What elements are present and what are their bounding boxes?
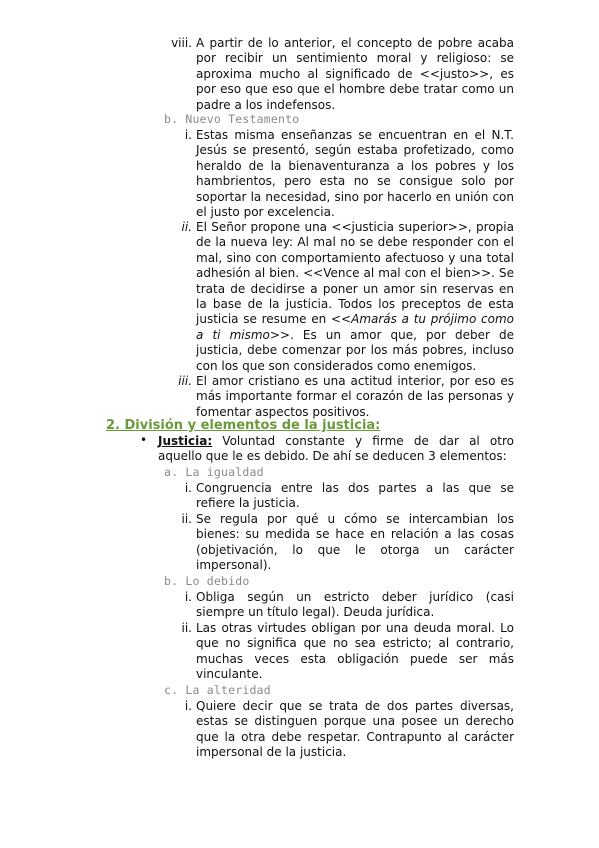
- list-item-line: aproxima mucho al significado de <<justo>>, es: [196, 66, 514, 81]
- list-item-line: Se regula por qué u cómo se intercambian los: [196, 512, 514, 526]
- list-marker: ii.: [181, 621, 192, 635]
- list-item-line: vinculante.: [196, 667, 263, 682]
- list-item-line: Obliga según un estricto deber jurídico (casi: [196, 590, 514, 604]
- list-item-line: impersonal).: [196, 558, 272, 573]
- italic-fragment: a ti mismo: [196, 327, 270, 342]
- section-heading: 2. División y elementos de la justicia:: [106, 418, 381, 433]
- list-item-line: siempre un título legal). Deuda jurídica.: [196, 605, 435, 620]
- subsection-heading: b. Lo debido: [164, 574, 250, 588]
- list-item-line: (objetivación, lo que le otorga un carácter: [196, 542, 514, 557]
- list-item-line: fomentar aspectos positivos.: [196, 404, 370, 419]
- list-marker: i.: [184, 590, 192, 604]
- list-item-line: la base de la justicia. Todos los preceptos de esta: [196, 297, 514, 311]
- list-item-line: que la otra debe respetar. Contrapunto al carácter: [196, 729, 514, 744]
- list-item-line: que no significa que no sea estricto; al contrario,: [196, 636, 514, 651]
- list-item-line: Las otras virtudes obligan por una deuda moral. Lo: [196, 621, 514, 635]
- list-item-line: estas se distinguen porque una posee un derecho: [196, 714, 514, 729]
- list-item-line: trata de decidirse a poner un amor sin reservas en: [196, 281, 514, 296]
- list-item-line: El amor cristiano es una actitud interior, por eso es: [196, 374, 514, 388]
- list-marker: i.: [184, 481, 192, 495]
- list-item-line: bienes: su medida se hace en relación a las cosas: [196, 527, 514, 542]
- italic-fragment: Amarás a tu prójimo como: [351, 312, 514, 327]
- list-item-line: Quiere decir que se trata de dos partes diversas,: [196, 699, 514, 713]
- term-label: Justicia:: [158, 434, 213, 448]
- list-item-line: [196, 328, 514, 343]
- list-item-line: justicia, debe comenzar por los más pobres, incluso: [196, 343, 514, 358]
- subsection-heading: c. La alteridad: [164, 683, 271, 697]
- bullet-line: aquello que le es debido. De ahí se deducen 3 elementos:: [158, 449, 507, 464]
- list-marker: ii.: [181, 220, 192, 234]
- list-item-line: con los que son considerados como enemigos.: [196, 358, 477, 373]
- bullet-line: [158, 434, 514, 449]
- list-item-line: de la nueva ley: Al mal no se debe responder con el: [196, 235, 514, 250]
- list-marker: i.: [184, 699, 192, 713]
- list-marker: viii.: [171, 36, 192, 50]
- list-item-line: adhesión al bien. <<Vence al mal con el bien>>. Se: [196, 266, 514, 281]
- list-item-line: soportar la necesidad, sino por hacerlo en unión con: [196, 189, 514, 204]
- list-item-line: Estas misma enseñanzas se encuentran en el N.T.: [196, 128, 514, 142]
- list-item-line: impersonal de la justicia.: [196, 745, 347, 760]
- list-item-line: el justo por excelencia.: [196, 205, 335, 219]
- bullet-icon: •: [140, 433, 148, 447]
- list-item-line: más importante formar el corazón de las personas y: [196, 389, 514, 404]
- list-item-line: El Señor propone una <<justicia superior>>, propia: [196, 220, 514, 234]
- list-marker: ii.: [181, 512, 192, 526]
- list-item-line: refiere la justicia.: [196, 496, 300, 511]
- subsection-heading: a. La igualdad: [164, 465, 264, 479]
- list-marker: iii.: [178, 374, 192, 388]
- term-definition: Voluntad constante y firme de dar al otro: [212, 434, 514, 448]
- list-item-line: por eso que eso que el hombre debe tratar como un: [196, 82, 514, 97]
- text-fragment: >>. Es un amor que, por deber de: [269, 327, 515, 342]
- list-item-line: heraldo de la bienaventuranza a los pobres y los: [196, 158, 514, 173]
- list-item-line: A partir de lo anterior, el concepto de pobre acaba: [196, 36, 514, 50]
- list-item-line: muchas veces esta obligación puede ser más: [196, 651, 514, 666]
- list-item-line: mal, sino con comportamiento afectuoso y una total: [196, 250, 514, 265]
- subsection-heading: b. Nuevo Testamento: [164, 112, 300, 126]
- list-item-line: hambrientos, pero esta no se consigue solo por: [196, 174, 514, 189]
- list-item-line: por recibir un sentimiento moral y religioso: se: [196, 51, 514, 66]
- list-item-line: [196, 312, 514, 327]
- list-item-line: Congruencia entre las dos partes a las que se: [196, 481, 514, 495]
- list-marker: i.: [184, 128, 192, 142]
- list-item-line: padre a los indefensos.: [196, 97, 336, 112]
- list-item-line: Jesús se presentó, según estaba profetizado, como: [196, 143, 514, 158]
- text-fragment: justicia se resume en <<: [196, 312, 352, 327]
